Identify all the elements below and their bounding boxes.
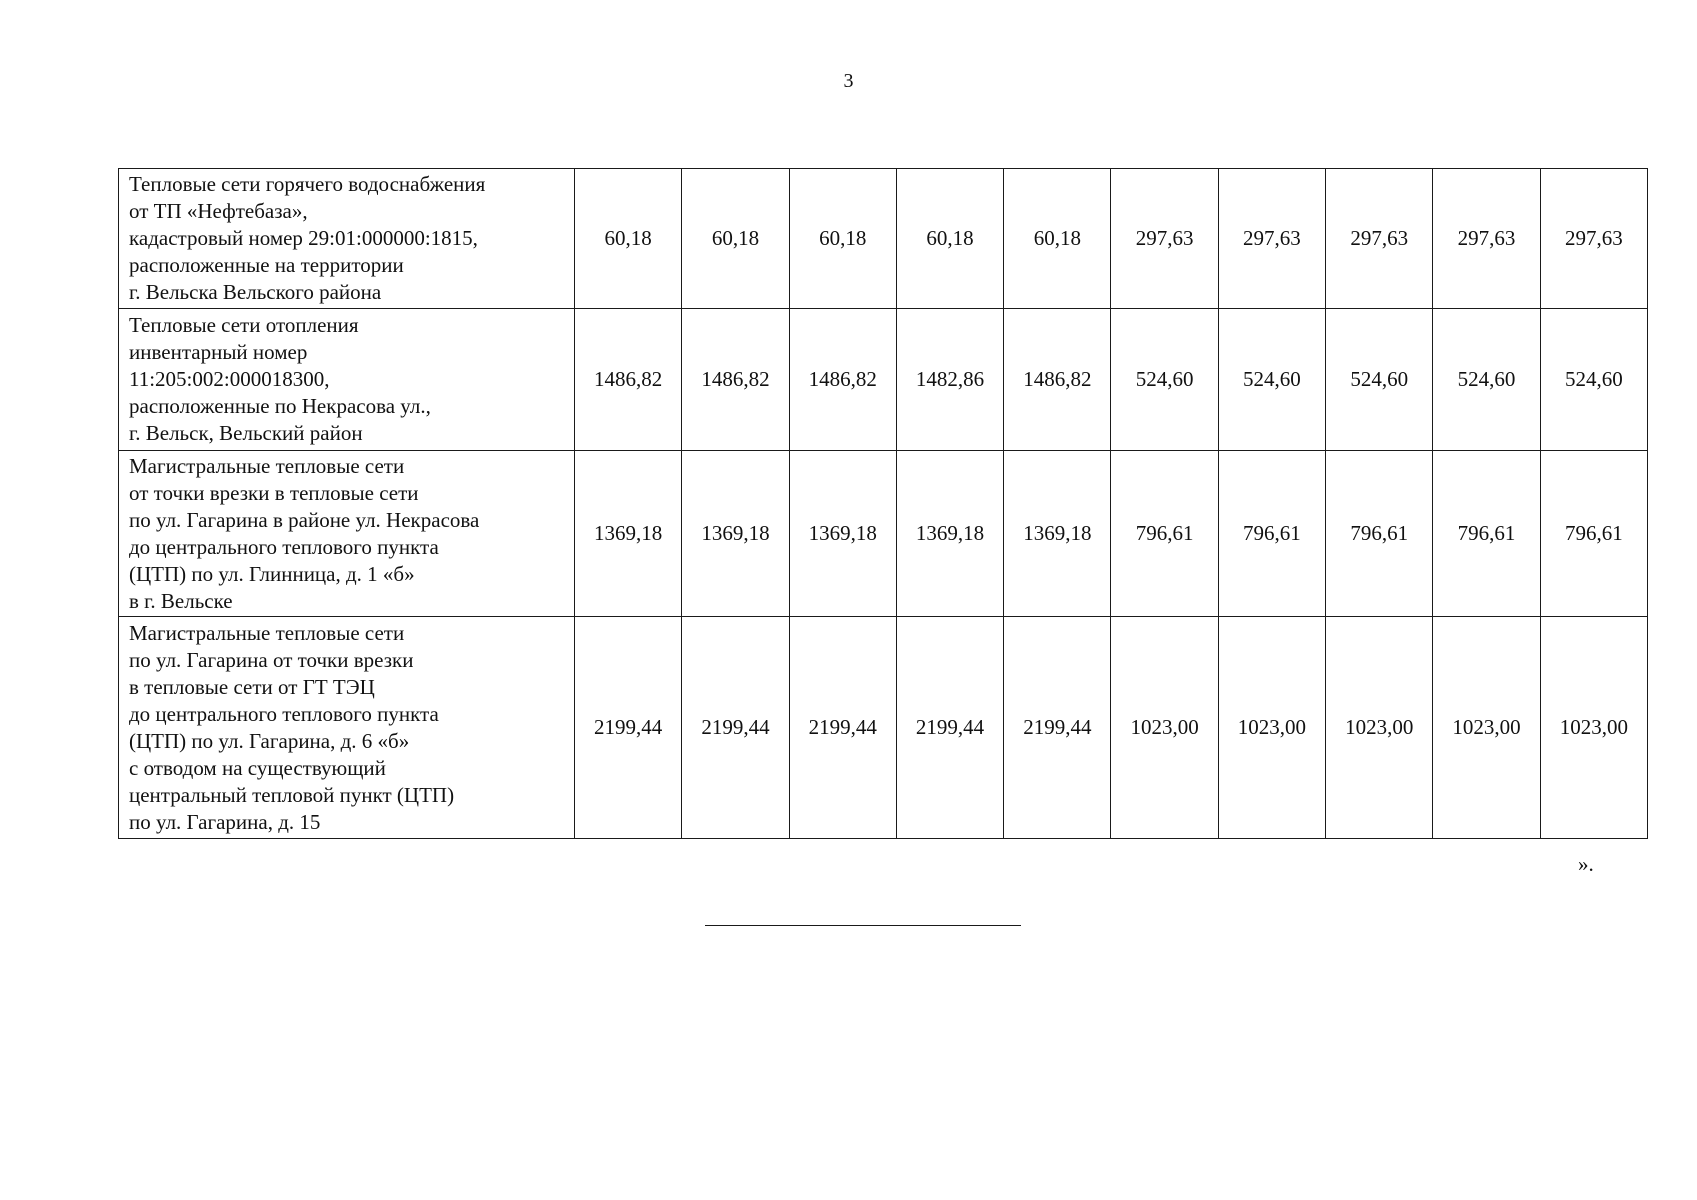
row-description-cell — [119, 309, 575, 451]
description-line: кадастровый номер 29:01:000000:1815, — [129, 226, 478, 250]
description-line: расположенные по Некрасова ул., — [129, 394, 431, 418]
value-cell: 1369,18 — [575, 451, 682, 617]
description-line: (ЦТП) по ул. Гагарина, д. 6 «б» — [129, 728, 410, 753]
value-cell: 297,63 — [1433, 169, 1540, 309]
value-cell: 796,61 — [1326, 451, 1433, 617]
value-cell: 297,63 — [1326, 169, 1433, 309]
description-line: от точки врезки в тепловые сети — [129, 480, 419, 505]
value-cell: 1486,82 — [575, 309, 682, 451]
table-row — [119, 451, 1648, 617]
description-line: от ТП «Нефтебаза», — [129, 199, 308, 223]
value-cell: 297,63 — [1111, 169, 1218, 309]
value-cell: 524,60 — [1218, 309, 1325, 451]
value-cell: 1369,18 — [896, 451, 1003, 617]
page-number: 3 — [843, 70, 854, 92]
description-line: г. Вельска Вельского района — [129, 280, 382, 304]
description-line: в тепловые сети от ГТ ТЭЦ — [129, 674, 375, 699]
table-row — [119, 309, 1648, 451]
end-of-document-rule — [705, 925, 1021, 926]
description-line: Тепловые сети горячего водоснабжения — [129, 172, 486, 196]
value-cell: 1369,18 — [682, 451, 789, 617]
row-description-cell — [119, 617, 575, 839]
row-description-cell — [119, 169, 575, 309]
description-line: до центрального теплового пункта — [129, 534, 439, 559]
description-line: Магистральные тепловые сети — [129, 620, 405, 645]
description-line: с отводом на существующий — [129, 755, 386, 780]
value-cell: 60,18 — [896, 169, 1003, 309]
value-cell: 2199,44 — [896, 617, 1003, 839]
table-row — [119, 617, 1648, 839]
value-cell: 60,18 — [789, 169, 896, 309]
value-cell: 1486,82 — [789, 309, 896, 451]
value-cell: 1023,00 — [1111, 617, 1218, 839]
description-line: инвентарный номер — [129, 340, 308, 364]
tariff-table-body — [119, 169, 1648, 839]
description-line: в г. Вельске — [129, 588, 233, 613]
value-cell: 796,61 — [1218, 451, 1325, 617]
value-cell: 2199,44 — [789, 617, 896, 839]
description-line: по ул. Гагарина, д. 15 — [129, 809, 321, 834]
value-cell: 796,61 — [1111, 451, 1218, 617]
row-description-cell — [119, 451, 575, 617]
value-cell: 2199,44 — [575, 617, 682, 839]
closing-quote-mark: ». — [1578, 852, 1594, 876]
value-cell: 2199,44 — [1004, 617, 1111, 839]
value-cell: 297,63 — [1218, 169, 1325, 309]
value-cell: 60,18 — [1004, 169, 1111, 309]
value-cell: 1023,00 — [1433, 617, 1540, 839]
description-line: 11:205:002:000018300, — [129, 367, 330, 391]
value-cell: 1023,00 — [1326, 617, 1433, 839]
description-line: по ул. Гагарина в районе ул. Некрасова — [129, 507, 480, 532]
value-cell: 1486,82 — [1004, 309, 1111, 451]
value-cell: 1369,18 — [1004, 451, 1111, 617]
value-cell: 60,18 — [575, 169, 682, 309]
description-line: Магистральные тепловые сети — [129, 453, 405, 478]
value-cell: 796,61 — [1433, 451, 1540, 617]
value-cell: 524,60 — [1111, 309, 1218, 451]
tariff-table — [118, 168, 1648, 839]
value-cell: 297,63 — [1540, 169, 1647, 309]
description-line: г. Вельск, Вельский район — [129, 421, 363, 445]
value-cell: 524,60 — [1540, 309, 1647, 451]
value-cell: 1023,00 — [1540, 617, 1647, 839]
description-line: центральный тепловой пункт (ЦТП) — [129, 782, 455, 807]
value-cell: 1369,18 — [789, 451, 896, 617]
value-cell: 524,60 — [1433, 309, 1540, 451]
value-cell: 1486,82 — [682, 309, 789, 451]
table-row — [119, 169, 1648, 309]
description-line: до центрального теплового пункта — [129, 701, 439, 726]
description-line: по ул. Гагарина от точки врезки — [129, 647, 414, 672]
value-cell: 60,18 — [682, 169, 789, 309]
value-cell: 2199,44 — [682, 617, 789, 839]
description-line: Тепловые сети отопления — [129, 313, 359, 337]
value-cell: 1023,00 — [1218, 617, 1325, 839]
description-line: (ЦТП) по ул. Глинница, д. 1 «б» — [129, 561, 415, 586]
value-cell: 796,61 — [1540, 451, 1647, 617]
value-cell: 1482,86 — [896, 309, 1003, 451]
value-cell: 524,60 — [1326, 309, 1433, 451]
tariff-table-wrapper — [118, 168, 1648, 839]
description-line: расположенные на территории — [129, 253, 404, 277]
